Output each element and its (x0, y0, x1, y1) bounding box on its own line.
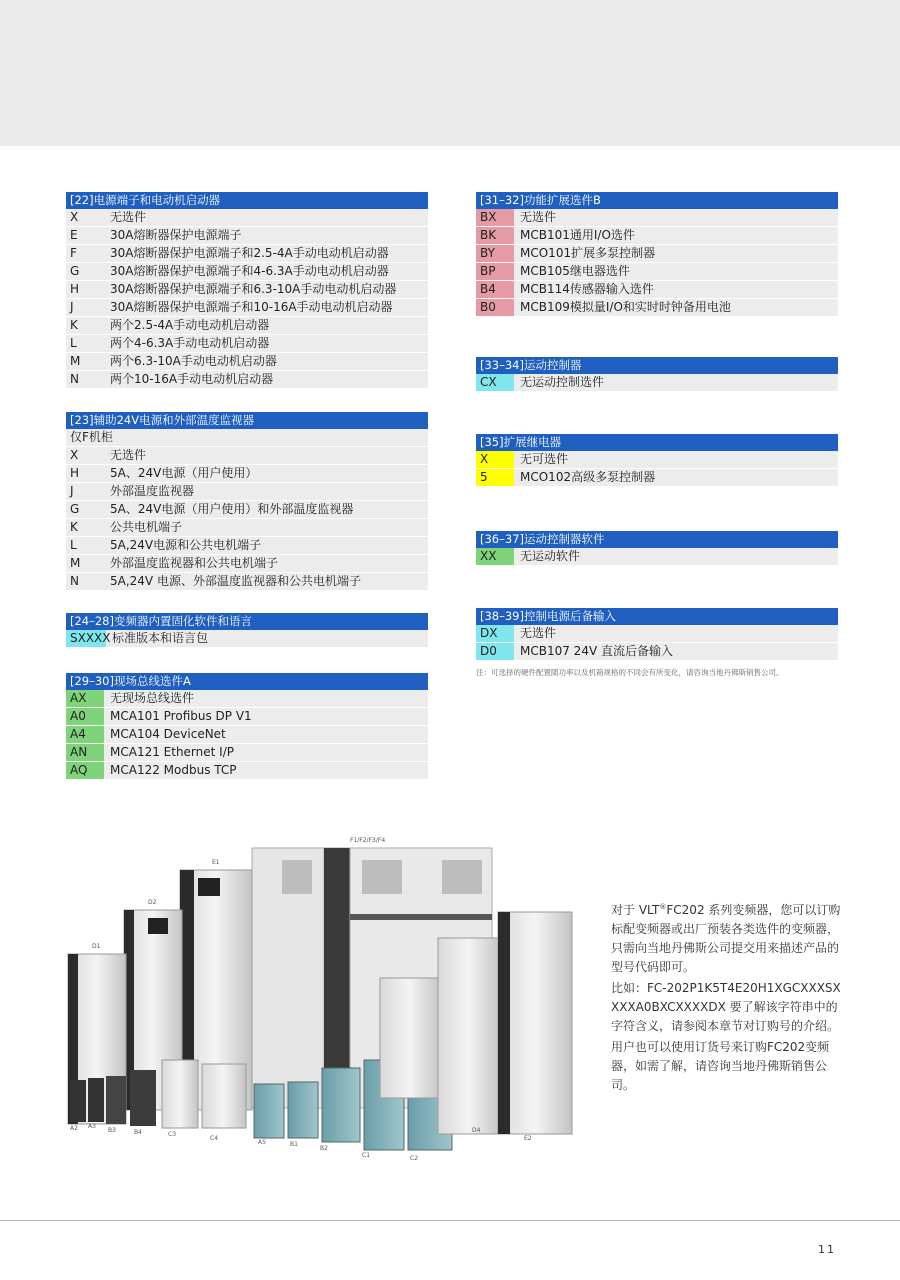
option-table-36-37 (476, 531, 838, 566)
label-b1: B1 (290, 1141, 298, 1148)
page-number: 11 (818, 1243, 836, 1256)
table-row: DX 无选件 (476, 625, 838, 643)
option-table-38-39 (476, 608, 838, 661)
label-b2: B2 (320, 1145, 328, 1152)
label-d1: D1 (92, 943, 101, 950)
label-e1: E1 (212, 859, 220, 866)
table-row: AQ MCA122 Modbus TCP (66, 762, 428, 780)
table-header: [24–28]变频器内置固化软件和语言 (66, 613, 428, 630)
paragraph-2: 比如：FC-202P1K5T4E20H1XGCXXXSXXXXA0BXCXXXXDX 要了解该字符串中的字符含义，请参阅本章节对订购号的介绍。 (611, 981, 841, 1033)
table-row: E 30A熔断器保护电源端子 (66, 227, 428, 245)
table-row: K 两个2.5-4A手动电动机启动器 (66, 317, 428, 335)
label-e2: E2 (524, 1135, 532, 1142)
option-table-29-30 (66, 673, 428, 780)
label-b3: B3 (108, 1127, 116, 1134)
table-row: X 无选件 (66, 209, 428, 227)
table-row: H 30A熔断器保护电源端子和6.3-10A手动电动机启动器 (66, 281, 428, 299)
table-row: BX 无选件 (476, 209, 838, 227)
table-header: [35]扩展继电器 (476, 434, 838, 451)
table-row: 5 MCO102高级多泵控制器 (476, 469, 838, 487)
table-row: X 无可选件 (476, 451, 838, 469)
table-header: [31–32]功能扩展选件B (476, 192, 838, 209)
table-row: BY MCO101扩展多泵控制器 (476, 245, 838, 263)
drive-family-illustration (62, 832, 582, 1172)
table-row: AX 无现场总线选件 (66, 690, 428, 708)
table-row: X 无选件 (66, 447, 428, 465)
option-table-23 (66, 412, 428, 591)
table-row: F 30A熔断器保护电源端子和2.5-4A手动电动机启动器 (66, 245, 428, 263)
table-row: SXXXX 标准版本和语言包 (66, 630, 428, 648)
table-row: H 5A、24V电源（用户使用） (66, 465, 428, 483)
table-row: BP MCB105继电器选件 (476, 263, 838, 281)
table-header: [33–34]运动控制器 (476, 357, 838, 374)
label-d2: D2 (148, 899, 157, 906)
option-table-33-34 (476, 357, 838, 392)
table-row: N 两个10-16A手动电动机启动器 (66, 371, 428, 389)
table-row: J 30A熔断器保护电源端子和10-16A手动电动机启动器 (66, 299, 428, 317)
label-f: F1/F2/F3/F4 (350, 837, 386, 844)
table-row: M 两个6.3-10A手动电动机启动器 (66, 353, 428, 371)
table-row: N 5A,24V 电源、外部温度监视器和公共电机端子 (66, 573, 428, 591)
table-row: J 外部温度监视器 (66, 483, 428, 501)
label-b4: B4 (134, 1129, 142, 1136)
table-row: L 两个4-6.3A手动电动机启动器 (66, 335, 428, 353)
table-row: CX 无运动控制选件 (476, 374, 838, 392)
table-row: L 5A,24V电源和公共电机端子 (66, 537, 428, 555)
table-row: BK MCB101通用I/O选件 (476, 227, 838, 245)
option-table-35 (476, 434, 838, 487)
label-d4: D4 (472, 1127, 481, 1134)
table-row: XX 无运动软件 (476, 548, 838, 566)
paragraph-3: 用户也可以使用订货号来订购FC202变频器，如需了解，请咨询当地丹佛斯销售公司。 (611, 1040, 830, 1092)
table-header: [38–39]控制电源后备输入 (476, 608, 838, 625)
option-table-24-28 (66, 613, 428, 648)
label-a2: A2 (70, 1125, 78, 1132)
top-band (0, 0, 900, 146)
label-c1: C1 (362, 1152, 371, 1159)
table-row: G 5A、24V电源（用户使用）和外部温度监视器 (66, 501, 428, 519)
table-row: AN MCA121 Ethernet I/P (66, 744, 428, 762)
table-header: [22]电源端子和电动机启动器 (66, 192, 428, 209)
table-row: D0 MCB107 24V 直流后备输入 (476, 643, 838, 661)
table-row: K 公共电机端子 (66, 519, 428, 537)
table-header: [29–30]现场总线选件A (66, 673, 428, 690)
option-table-31-32 (476, 192, 838, 317)
table-row: M 外部温度监视器和公共电机端子 (66, 555, 428, 573)
table-header: [36–37]运动控制器软件 (476, 531, 838, 548)
table-row: B0 MCB109模拟量I/O和实时时钟备用电池 (476, 299, 838, 317)
footer-divider (0, 1220, 900, 1221)
footnote: 注：可选择的硬件配置随功率以及机箱规格的不同会有所变化，请咨询当地丹佛斯销售公司。 (476, 668, 784, 677)
ordering-description (611, 898, 843, 1097)
table-row: A4 MCA104 DeviceNet (66, 726, 428, 744)
table-header: [23]辅助24V电源和外部温度监视器 (66, 412, 428, 429)
table-row: A0 MCA101 Profibus DP V1 (66, 708, 428, 726)
option-table-22 (66, 192, 428, 389)
table-subtitle: 仅F机柜 (66, 429, 428, 447)
paragraph-1: 对于 VLT®FC202 系列变频器，您可以订购标配变频器或出厂预装各类选件的变频器，只需向当地丹佛斯公司提交用来描述产品的型号代码即可。 (611, 903, 841, 974)
label-c3: C3 (168, 1131, 177, 1138)
table-row: G 30A熔断器保护电源端子和4-6.3A手动电动机启动器 (66, 263, 428, 281)
label-a5: A5 (258, 1139, 266, 1146)
label-c2: C2 (410, 1155, 419, 1162)
table-row: B4 MCB114传感器输入选件 (476, 281, 838, 299)
label-a3: A3 (88, 1123, 96, 1130)
label-c4: C4 (210, 1135, 219, 1142)
